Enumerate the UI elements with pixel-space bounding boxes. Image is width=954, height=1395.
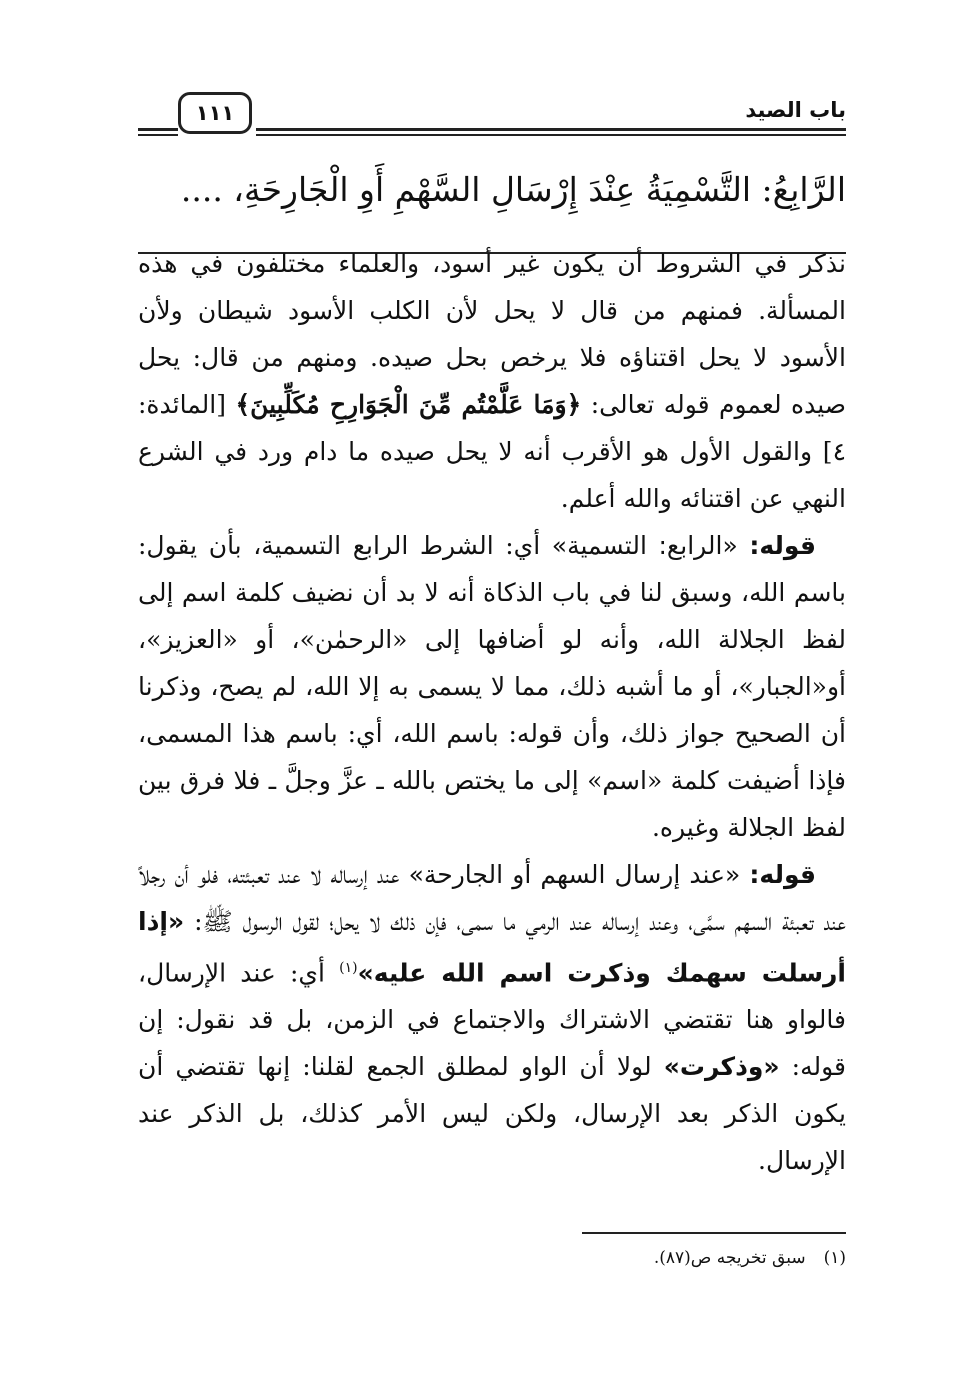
commentary-body (138, 240, 846, 1184)
paragraph-3-text-3: لولا أن الواو لمطلق الجمع لقلنا: إنها تقتضي أن يكون الذكر بعد الإرسال، ولكن ليس الأمر كذلك، بل الذكر عند الإرسال. (138, 1052, 846, 1176)
matn-line: الرَّابِعُ: التَّسْمِيَةُ عِنْدَ إِرْسَالِ السَّهْمِ أَوِ الْجَارِحَةِ، .... (180, 170, 846, 209)
paragraph-2 (138, 522, 846, 851)
header-rule-left-bottom (138, 134, 178, 136)
footnote (446, 1248, 846, 1268)
page-header (138, 92, 846, 152)
page-number: ١١١ (178, 92, 252, 134)
quran-verse: ﴿وَمَا عَلَّمْتُم مِّنَ الْجَوَارِحِ مُكَلِّبِينَ﴾ (235, 390, 582, 419)
qawluhu-label: قوله: (749, 860, 816, 889)
footnote-number: (١) (823, 1248, 846, 1268)
matn-quote: «عند إرسال السهم أو الجارحة» (408, 860, 750, 889)
header-rule-left-top (138, 128, 178, 131)
paragraph-3 (138, 851, 846, 1184)
quoted-word: «وذكرت» (663, 1052, 780, 1082)
chapter-title: باب الصيد (745, 98, 846, 122)
paragraph-2-text: أي: الشرط الرابع التسمية، بأن يقول: باسم الله، وسبق لنا في باب الذكاة أنه لا بد أن نضيف كلمة اسم إلى لفظ الجلالة الله، وأنه لو أضافها إلى «الرحمٰن»، أو «العزيز»، أو«الجبار»، أو ما أشبه ذلك، مما لا يسمى به إلا الله، لم يصح، وذكرنا أن الصحيح جواز ذلك، وأن قوله: باسم الله، أي: باسم هذا المسمى، فإذا أضيفت كلمة «اسم» إلى ما يختص بالله ـ عزَّ وجلَّ ـ فلا فرق بين لفظ الجلالة وغيره. (138, 531, 846, 842)
footnote-reference[interactable]: (١) (339, 960, 358, 976)
paragraph-3-text: عند إرساله لا عند تعبئته، فلو أن رجلاً عند تعبئة السهم سمَّى، وعند إرساله عند الرمي ما سمى، فإن ذلك لا يحل؛ لقول الرسول ﷺ: (138, 860, 846, 936)
hadith-text: «إذا أرسلت سهمك وذكرت اسم الله عليه» (138, 907, 847, 988)
paragraph-1-end: [المائدة: ٤] والقول الأول هو الأقرب أنه لا يحل صيده ما دام ورد في الشرع النهي عن اقتنائه والله أعلم. (138, 390, 846, 513)
footnote-text: سبق تخريجه ص(٨٧). (653, 1248, 806, 1268)
paragraph-1 (138, 240, 846, 522)
qawluhu-label: قوله: (749, 531, 816, 560)
paragraph-3-text-2: أي: عند الإرسال، فالواو هنا تقتضي الاشتراك والاجتماع في الزمن، بل قد نقول: إن قوله: (138, 958, 846, 1082)
matn-quote: «الرابع: التسمية» (551, 531, 750, 560)
footnote-divider (582, 1232, 846, 1234)
paragraph-1-text: نذكر في الشروط أن يكون غير أسود، والعلماء مختلفون في هذه المسألة. فمنهم من قال لا يحل لأن الكلب الأسود شيطان ولأن الأسود لا يحل اقتناؤه فلا يرخص بحل صيده. ومنهم من قال: يحل صيده لعموم قوله تعالى: (138, 249, 846, 419)
header-rule-top (256, 128, 846, 131)
header-rule-bottom (256, 134, 846, 136)
